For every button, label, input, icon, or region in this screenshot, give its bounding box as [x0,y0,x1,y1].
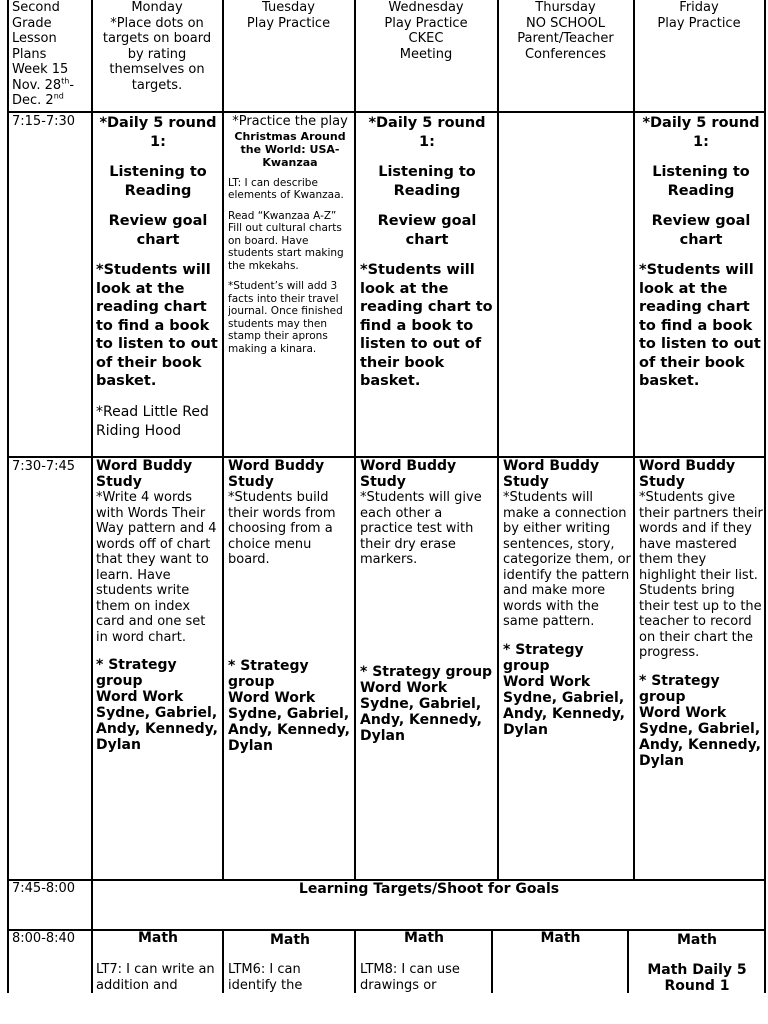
r4-wednesday [360,930,488,993]
word-buddy-title: Word Buddy Study [228,458,325,490]
math-divider-fri [627,930,629,993]
table-divider-wed [354,0,356,880]
r1-friday [639,114,763,391]
math-heading: Math [540,930,581,946]
student-names: Sydne, Gabriel, Andy, Kennedy, Dylan [228,706,350,754]
review-heading: Review goal chart [377,213,477,248]
daily5-heading: *Daily 5 round 1: [99,115,217,150]
strategy-group-label: * Strategy group [228,658,309,690]
day-note: Play Practice [384,15,468,31]
day-note: Meeting [399,46,453,62]
activity-description: *Students will give each other a practice test with their dry erase markers. [360,490,482,567]
word-work-label: Word Work [639,704,727,721]
listening-heading: Listening to Reading [652,164,750,199]
math-divider-thu [491,930,493,993]
table-border-right [764,0,766,993]
r1-monday [96,114,220,441]
review-heading: Review goal chart [108,213,208,248]
math-heading: Math [137,930,179,946]
word-buddy-title: Word Buddy Study [503,458,600,490]
time-cell-r4: 8:00-8:40 [12,931,76,946]
student-names: Sydne, Gabriel, Andy, Kennedy, Dylan [360,696,482,744]
table-divider-fri [633,0,635,880]
practice-note: *Practice the play [232,114,348,129]
activity-description: *Write 4 words with Words Their Way pattern and 4 words off of chart that they want to learn. Have students write them on index card and one set in word chart. [96,490,217,645]
header-friday [636,0,762,31]
r2-monday [96,458,220,753]
r4-thursday [496,930,625,993]
math-learning-target: LTM6: I can identify the [228,962,303,993]
strategy-group-label: * Strategy group [360,664,493,680]
activity-description: *Students will make a connection by either writing sentences, story, categorize them, or identify the pattern and make more words with the same pattern. [503,490,631,629]
day-label: Wednesday [388,0,464,15]
strategy-group-label: * Strategy group [96,657,177,689]
table-divider-tue [222,0,224,880]
activity-description: *Students build their words from choosing from a choice menu board. [228,490,336,567]
student-names: Sydne, Gabriel, Andy, Kennedy, Dylan [503,689,625,738]
row-line-header [7,111,766,113]
word-work-label: Word Work [228,690,316,706]
review-heading: Review goal chart [651,213,751,248]
day-note: Conferences [524,46,607,62]
activity-description: *Students give their partners their words and if they have mastered them they highlight their list. Students bring their test up to the teacher to record on their chart the progress. [639,490,763,660]
word-work-label: Word Work [96,689,184,705]
student-names: Sydne, Gabriel, Andy, Kennedy, Dylan [96,705,218,753]
r4-tuesday [228,932,352,993]
math-learning-target: LT7: I can write an addition and [96,962,215,993]
r4-monday [96,930,220,993]
r1-tuesday [228,114,352,456]
word-work-label: Word Work [503,673,591,690]
students-instruction: *Students will look at the reading chart to find a book to listen to out of their book basket. [639,262,761,389]
day-label: Friday [679,0,719,15]
strategy-group-label: * Strategy group [639,672,720,705]
header-wednesday [357,0,495,62]
math-divider-wed [354,930,356,993]
r2-friday [639,458,763,769]
day-note: NO SCHOOL [526,15,605,31]
r2-thursday [503,458,631,738]
r2-tuesday [228,458,352,878]
header-week-cell: Second Grade Lesson Plans Week 15 Nov. 28th- Dec. 2nd [12,0,75,108]
journal-activity: *Student’s will add 3 facts into their travel journal. Once finished students may then stamp their aprons making a kinara. [228,280,343,355]
header-thursday [500,0,631,62]
table-divider-mon [91,0,93,993]
r2-wednesday [360,458,494,878]
students-instruction: *Students will look at the reading chart to find a book to listen to out of their book basket. [96,262,218,389]
daily5-heading: *Daily 5 round 1: [642,115,760,150]
time-cell-r3: 7:45-8:00 [12,881,76,896]
read-aloud-note: *Read Little Red Riding Hood [96,403,209,439]
time-cell-r1: 7:15-7:30 [12,114,76,129]
day-note: Play Practice [246,15,331,31]
day-note: *Place dots on targets on board by rating themselves on targets. [102,15,212,93]
word-buddy-title: Word Buddy Study [360,458,457,490]
listening-heading: Listening to Reading [378,164,476,199]
day-note: CKEC [408,31,444,46]
header-monday [94,0,220,93]
day-note: Play Practice [657,15,741,31]
lesson-activity: Read “Kwanzaa A-Z” Fill out cultural charts on board. Have students start making the mkekahs. [228,209,344,272]
word-buddy-title: Word Buddy Study [96,458,193,490]
math-divider-tue [222,930,224,993]
learning-target: LT: I can describe elements of Kwanzaa. [228,176,344,201]
learning-targets-banner: Learning Targets/Shoot for Goals [298,881,560,897]
time-cell-r2: 7:30-7:45 [12,459,76,474]
students-instruction: *Students will look at the reading chart to find a book to listen to out of their book basket. [360,262,493,389]
math-heading: Math [403,930,445,946]
day-label: Tuesday [262,0,315,15]
listening-heading: Listening to Reading [109,164,207,199]
math-daily5-heading: Math Daily 5 Round 1 [647,962,747,993]
math-heading: Math [269,932,311,948]
lesson-title: Christmas Around the World: USA-Kwanzaa [234,129,346,169]
r1-wednesday [360,114,494,391]
daily5-heading: *Daily 5 round 1: [368,115,486,150]
header-tuesday [225,0,352,31]
word-buddy-title: Word Buddy Study [639,458,736,490]
word-work-label: Word Work [360,680,448,696]
table-border-left [7,0,9,993]
math-heading: Math [676,932,718,948]
day-label: Monday [131,0,183,15]
math-learning-target: LTM8: I can use drawings or [360,962,460,993]
day-label: Thursday [535,0,596,15]
student-names: Sydne, Gabriel, Andy, Kennedy, Dylan [639,720,761,769]
r4-friday [633,932,761,993]
strategy-group-label: * Strategy group [503,641,584,674]
table-divider-thu [497,0,499,880]
day-note: Parent/Teacher [517,31,614,46]
